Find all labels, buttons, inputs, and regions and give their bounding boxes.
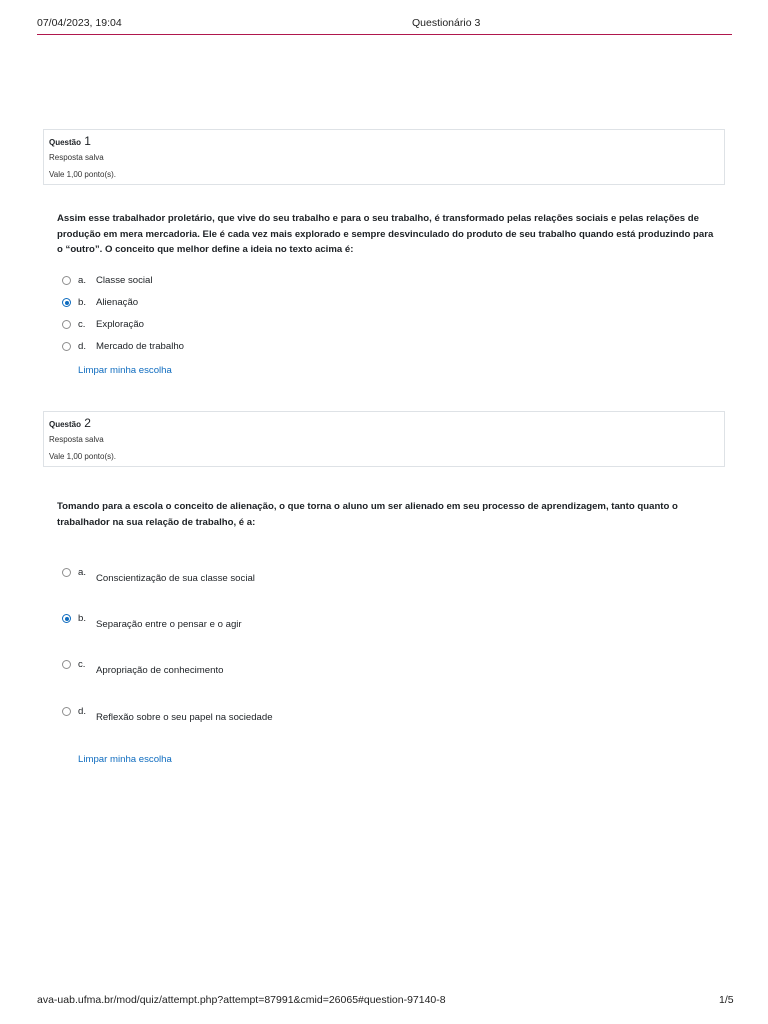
answer-letter: c. (78, 659, 86, 670)
answer-label[interactable]: Alienação (96, 297, 139, 308)
answer-letter: c. (78, 319, 86, 330)
question-2-grade: Vale 1,00 ponto(s). (49, 452, 117, 461)
question-number: 2 (84, 416, 91, 430)
question-1-clear-choice-link[interactable]: Limpar minha escolha (78, 365, 172, 376)
page-number: 1/5 (719, 994, 734, 1006)
question-label: Questão (49, 420, 82, 429)
answer-letter: b. (78, 613, 87, 624)
radio-button[interactable] (62, 320, 71, 329)
question-number: 1 (84, 134, 91, 148)
question-1-text: Assim esse trabalhador proletário, que vive do seu trabalho e para o seu trabalho, é transformado pelas relações sociais e pelas relações de produção em mera mercadoria. Ele é cada vez mais explorado e sempre desvinculado do produto de seu trabalho quando está produzindo para o “outro”. O conceito que melhor define a ideia no texto acima é: (57, 213, 714, 255)
answer-label[interactable]: Reflexão sobre o seu papel na sociedade (96, 712, 273, 723)
question-1-number (49, 134, 91, 148)
radio-button[interactable] (62, 660, 71, 669)
question-2-clear-choice-link[interactable]: Limpar minha escolha (78, 754, 172, 765)
question-2-text: Tomando para a escola o conceito de alienação, o que torna o aluno um ser alienado em seu processo de aprendizagem, tanto quanto o trabalhador na sua relação de trabalho, é a: (57, 501, 678, 528)
question-label: Questão (49, 138, 82, 147)
question-2-number (49, 416, 91, 430)
question-1-info (43, 129, 725, 185)
radio-button-checked[interactable] (62, 614, 71, 623)
radio-button-checked[interactable] (62, 298, 71, 307)
radio-button[interactable] (62, 568, 71, 577)
question-1-grade: Vale 1,00 ponto(s). (49, 170, 117, 179)
answer-label[interactable]: Mercado de trabalho (96, 341, 184, 352)
answer-label[interactable]: Conscientização de sua classe social (96, 573, 255, 584)
print-date: 07/04/2023, 19:04 (37, 17, 122, 29)
answer-letter: a. (78, 275, 87, 286)
answer-letter: b. (78, 297, 87, 308)
answer-label[interactable]: Classe social (96, 275, 153, 286)
radio-button[interactable] (62, 342, 71, 351)
question-1-state: Resposta salva (49, 153, 104, 162)
radio-button[interactable] (62, 276, 71, 285)
answer-label[interactable]: Apropriação de conhecimento (96, 665, 224, 676)
question-2-state: Resposta salva (49, 435, 104, 444)
answer-label[interactable]: Exploração (96, 319, 144, 330)
answer-letter: a. (78, 567, 87, 578)
answer-letter: d. (78, 706, 87, 717)
header-divider (37, 34, 732, 35)
page-title: Questionário 3 (412, 17, 481, 29)
page-url: ava-uab.ufma.br/mod/quiz/attempt.php?attempt=87991&cmid=26065#question-97140-8 (37, 994, 446, 1006)
question-2-info (43, 411, 725, 467)
radio-button[interactable] (62, 707, 71, 716)
answer-label[interactable]: Separação entre o pensar e o agir (96, 619, 242, 630)
answer-letter: d. (78, 341, 87, 352)
